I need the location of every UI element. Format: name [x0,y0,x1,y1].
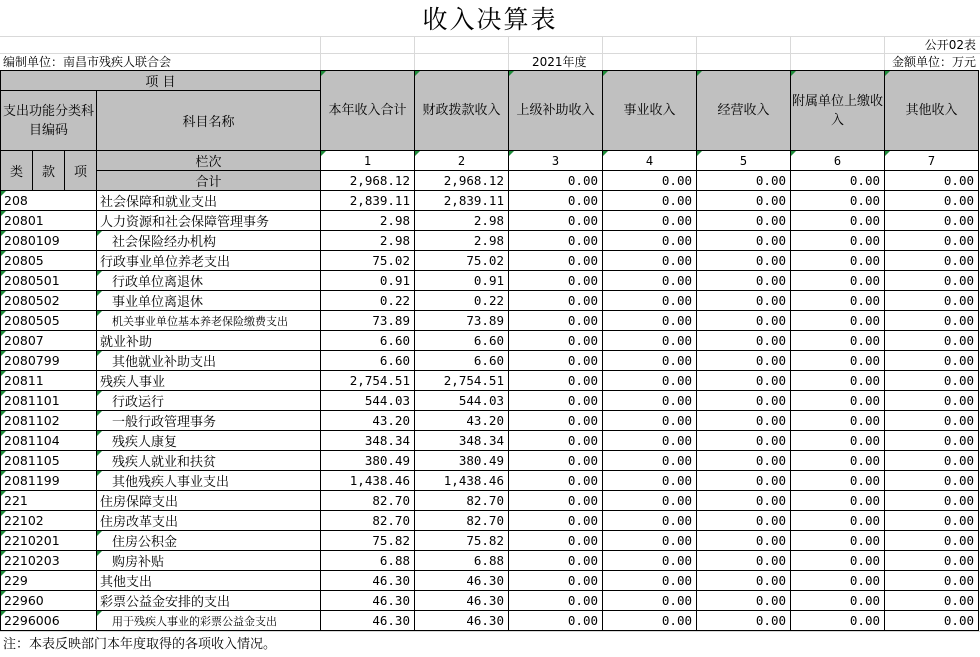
col-number-5: 5 [697,151,791,171]
unit-info-row [0,54,980,70]
amount-cell: 6.60 [415,331,509,351]
subject-name-cell: 彩票公益金安排的支出 [97,591,321,611]
amount-cell: 0.00 [791,251,885,271]
amount-cell: 0.00 [791,551,885,571]
amount-cell: 0.00 [603,531,697,551]
amount-cell: 0.00 [509,431,603,451]
amount-cell: 0.00 [697,491,791,511]
amount-cell: 6.60 [415,351,509,371]
amount-cell: 0.00 [885,431,979,451]
amount-cell: 0.00 [697,311,791,331]
col-number-1: 1 [321,151,415,171]
amount-cell: 0.00 [791,211,885,231]
amount-cell: 0.00 [791,191,885,211]
amount-cell: 0.00 [697,251,791,271]
amount-cell: 0.00 [603,571,697,591]
subject-name-cell: 就业补助 [97,331,321,351]
amount-cell: 0.00 [885,551,979,571]
subject-name-cell: 社会保障和就业支出 [97,191,321,211]
amount-cell: 0.91 [415,271,509,291]
amount-cell: 0.00 [509,311,603,331]
subject-name-cell: 购房补贴 [97,551,321,571]
subject-code-cell: 20801 [1,211,97,231]
amount-cell: 0.00 [697,611,791,631]
table-row [1,491,979,511]
amount-cell: 0.00 [885,571,979,591]
amount-cell: 0.00 [885,271,979,291]
amount-cell: 0.00 [885,491,979,511]
amount-cell: 0.00 [885,291,979,311]
table-code: 公开02表 [924,38,976,52]
amount-cell: 0.00 [509,191,603,211]
amount-cell: 0.00 [697,531,791,551]
amount-cell: 0.00 [603,451,697,471]
amount-cell: 2.98 [321,211,415,231]
total-cell: 0.00 [885,171,979,191]
amount-cell: 0.00 [603,271,697,291]
subject-name-cell: 社会保险经办机构 [97,231,321,251]
amount-cell: 0.00 [603,511,697,531]
total-cell: 0.00 [509,171,603,191]
col-header-4: 事业收入 [603,71,697,151]
table-row [1,371,979,391]
amount-cell: 2.98 [321,231,415,251]
amount-cell: 0.00 [697,331,791,351]
amount-cell: 0.00 [885,511,979,531]
col-header-6: 附属单位上缴收入 [791,71,885,151]
subject-code-cell: 22960 [1,591,97,611]
amount-cell: 0.00 [885,471,979,491]
amount-cell: 0.00 [509,611,603,631]
amount-cell: 6.60 [321,351,415,371]
amount-cell: 0.00 [603,211,697,231]
subject-name-cell: 住房保障支出 [97,491,321,511]
amount-cell: 0.00 [509,451,603,471]
table-row [1,191,979,211]
amount-cell: 0.00 [509,571,603,591]
table-row [1,251,979,271]
amount-cell: 0.00 [791,511,885,531]
amount-cell: 0.00 [885,331,979,351]
subject-name-cell: 用于残疾人事业的彩票公益金支出 [97,611,321,631]
table-row [1,311,979,331]
amount-cell: 73.89 [321,311,415,331]
amount-cell: 0.00 [603,391,697,411]
col-header-5: 经营收入 [697,71,791,151]
amount-cell: 0.00 [697,191,791,211]
amount-cell: 0.00 [509,371,603,391]
subject-code-cell: 20807 [1,331,97,351]
subject-name-cell: 机关事业单位基本养老保险缴费支出 [97,311,321,331]
amount-cell: 348.34 [321,431,415,451]
total-cell: 0.00 [791,171,885,191]
amount-cell: 82.70 [321,491,415,511]
org-label: 编制单位：南昌市残疾人联合会 [3,55,172,69]
subject-code-cell: 221 [1,491,97,511]
table-row [1,391,979,411]
amount-cell: 0.00 [509,251,603,271]
amount-cell: 0.22 [415,291,509,311]
amount-cell: 0.00 [791,371,885,391]
col-number-3: 3 [509,151,603,171]
table-row [1,331,979,351]
table-row [1,351,979,371]
subject-code-cell: 2081199 [1,471,97,491]
amount-cell: 0.00 [791,471,885,491]
amount-cell: 0.00 [885,251,979,271]
year-label: 2021年度 [532,55,587,69]
amount-cell: 75.02 [415,251,509,271]
amount-cell: 0.00 [697,431,791,451]
amount-cell: 0.00 [697,471,791,491]
amount-cell: 0.00 [885,371,979,391]
amount-cell: 0.00 [603,431,697,451]
total-label: 合计 [97,171,321,191]
lei-header: 类 [1,151,33,191]
amount-cell: 0.00 [697,511,791,531]
amount-cell: 0.00 [885,591,979,611]
amount-cell: 75.82 [321,531,415,551]
amount-cell: 0.00 [791,531,885,551]
amount-cell: 0.00 [603,231,697,251]
amount-cell: 0.00 [603,311,697,331]
subject-name-cell: 其他就业补助支出 [97,351,321,371]
amount-cell: 75.82 [415,531,509,551]
subject-name-header: 科目名称 [97,91,321,151]
subject-name-cell: 残疾人康复 [97,431,321,451]
amount-cell: 0.00 [509,511,603,531]
amount-cell: 0.00 [509,271,603,291]
amount-cell: 1,438.46 [321,471,415,491]
table-row [1,231,979,251]
subject-code-cell: 2296006 [1,611,97,631]
amount-cell: 82.70 [415,491,509,511]
amount-cell: 0.00 [509,491,603,511]
subject-code-cell: 2081105 [1,451,97,471]
amount-cell: 0.00 [885,311,979,331]
amount-cell: 6.60 [321,331,415,351]
amount-cell: 0.00 [603,251,697,271]
col-header-3: 上级补助收入 [509,71,603,151]
amount-cell: 380.49 [415,451,509,471]
amount-cell: 0.00 [697,411,791,431]
subject-code-cell: 229 [1,571,97,591]
col-number-7: 7 [885,151,979,171]
amount-cell: 0.00 [697,351,791,371]
subject-name-cell: 其他残疾人事业支出 [97,471,321,491]
amount-cell: 0.00 [509,291,603,311]
table-row [1,451,979,471]
amount-cell: 0.00 [791,391,885,411]
amount-cell: 0.00 [791,411,885,431]
amount-cell: 0.00 [603,551,697,571]
amount-cell: 0.00 [697,371,791,391]
amount-cell: 0.00 [509,391,603,411]
subject-code-cell: 2080109 [1,231,97,251]
subject-code-cell: 2080502 [1,291,97,311]
subject-code-cell: 20805 [1,251,97,271]
subject-code-cell: 2080799 [1,351,97,371]
amount-cell: 0.00 [697,571,791,591]
subject-code-cell: 22102 [1,511,97,531]
amount-cell: 380.49 [321,451,415,471]
amount-cell: 0.22 [321,291,415,311]
table-row [1,551,979,571]
total-cell: 0.00 [697,171,791,191]
table-row [1,271,979,291]
amount-cell: 2,839.11 [321,191,415,211]
col-header-2: 财政拨款收入 [415,71,509,151]
amount-cell: 0.00 [885,211,979,231]
amount-cell: 544.03 [321,391,415,411]
amount-cell: 82.70 [321,511,415,531]
kuan-header: 款 [33,151,65,191]
amount-cell: 0.00 [791,591,885,611]
table-row [1,571,979,591]
amount-cell: 0.00 [509,551,603,571]
table-row [1,531,979,551]
amount-cell: 0.00 [885,231,979,251]
amount-cell: 46.30 [321,571,415,591]
table-row [1,431,979,451]
table-row [1,211,979,231]
amount-cell: 2.98 [415,231,509,251]
amount-cell: 75.02 [321,251,415,271]
amount-cell: 82.70 [415,511,509,531]
subject-code-cell: 2081104 [1,431,97,451]
amount-cell: 0.00 [603,291,697,311]
amount-cell: 0.00 [885,611,979,631]
amount-cell: 73.89 [415,311,509,331]
amount-cell: 0.00 [603,411,697,431]
amount-cell: 0.00 [885,191,979,211]
report-title: 收入决算表 [422,5,558,34]
amount-cell: 43.20 [415,411,509,431]
subject-name-cell: 行政运行 [97,391,321,411]
amount-cell: 0.00 [509,351,603,371]
table-row [1,411,979,431]
col-header-1: 本年收入合计 [321,71,415,151]
amount-cell: 0.00 [791,611,885,631]
amount-cell: 0.00 [509,531,603,551]
currency-label: 金额单位：万元 [891,55,976,69]
amount-cell: 0.00 [697,291,791,311]
amount-cell: 0.00 [791,451,885,471]
total-cell: 2,968.12 [321,171,415,191]
amount-cell: 0.00 [791,491,885,511]
amount-cell: 0.00 [885,411,979,431]
subject-code-cell: 2210201 [1,531,97,551]
subject-code-cell: 20811 [1,371,97,391]
total-cell: 0.00 [603,171,697,191]
amount-cell: 6.88 [415,551,509,571]
subject-name-cell: 行政单位离退休 [97,271,321,291]
table-row [1,611,979,631]
col-number-2: 2 [415,151,509,171]
amount-cell: 0.00 [885,531,979,551]
func-code-header: 支出功能分类科目编码 [1,91,97,151]
subject-name-cell: 其他支出 [97,571,321,591]
amount-cell: 0.00 [509,591,603,611]
subject-name-cell: 行政事业单位养老支出 [97,251,321,271]
amount-cell: 0.00 [603,491,697,511]
amount-cell: 0.00 [791,431,885,451]
amount-cell: 2.98 [415,211,509,231]
subject-name-cell: 残疾人就业和扶贫 [97,451,321,471]
amount-cell: 0.00 [791,571,885,591]
subject-name-cell: 一般行政管理事务 [97,411,321,431]
amount-cell: 0.00 [885,451,979,471]
amount-cell: 0.00 [697,551,791,571]
table-row [1,511,979,531]
col-number-6: 6 [791,151,885,171]
col-number-4: 4 [603,151,697,171]
amount-cell: 0.00 [697,231,791,251]
subject-code-cell: 2210203 [1,551,97,571]
subject-name-cell: 事业单位离退休 [97,291,321,311]
amount-cell: 0.00 [603,611,697,631]
amount-cell: 6.88 [321,551,415,571]
amount-cell: 348.34 [415,431,509,451]
amount-cell: 0.00 [697,271,791,291]
amount-cell: 46.30 [415,591,509,611]
amount-cell: 0.00 [791,351,885,371]
income-table [0,70,979,631]
table-row [1,291,979,311]
amount-cell: 0.00 [791,291,885,311]
amount-cell: 0.00 [509,211,603,231]
amount-cell: 544.03 [415,391,509,411]
table-row [1,471,979,491]
amount-cell: 0.00 [791,331,885,351]
amount-cell: 0.00 [509,331,603,351]
amount-cell: 0.00 [791,231,885,251]
amount-cell: 0.00 [697,391,791,411]
amount-cell: 0.00 [791,271,885,291]
xiang-header: 项 [65,151,97,191]
amount-cell: 46.30 [415,611,509,631]
amount-cell: 0.00 [885,351,979,371]
amount-cell: 0.00 [509,231,603,251]
amount-cell: 0.00 [697,591,791,611]
amount-cell: 0.00 [603,351,697,371]
subject-name-cell: 住房公积金 [97,531,321,551]
amount-cell: 0.00 [697,451,791,471]
amount-cell: 0.00 [697,211,791,231]
subject-name-cell: 人力资源和社会保障管理事务 [97,211,321,231]
amount-cell: 0.00 [509,411,603,431]
table-row [1,591,979,611]
amount-cell: 46.30 [321,591,415,611]
subject-code-cell: 2081101 [1,391,97,411]
amount-cell: 2,754.51 [415,371,509,391]
amount-cell: 2,839.11 [415,191,509,211]
subject-name-cell: 住房改革支出 [97,511,321,531]
amount-cell: 46.30 [415,571,509,591]
subject-code-cell: 2080505 [1,311,97,331]
total-cell: 2,968.12 [415,171,509,191]
amount-cell: 0.00 [603,331,697,351]
amount-cell: 0.00 [603,191,697,211]
amount-cell: 0.00 [603,371,697,391]
amount-cell: 0.00 [791,311,885,331]
amount-cell: 2,754.51 [321,371,415,391]
amount-cell: 0.00 [603,471,697,491]
amount-cell: 0.00 [603,591,697,611]
lanci-header: 栏次 [97,151,321,171]
subject-name-cell: 残疾人事业 [97,371,321,391]
amount-cell: 43.20 [321,411,415,431]
subject-code-cell: 208 [1,191,97,211]
col-header-7: 其他收入 [885,71,979,151]
amount-cell: 0.00 [509,471,603,491]
amount-cell: 0.91 [321,271,415,291]
subject-code-cell: 2080501 [1,271,97,291]
table-body [1,191,979,631]
subject-code-cell: 2081102 [1,411,97,431]
amount-cell: 1,438.46 [415,471,509,491]
table-note: 注：本表反映部门本年度取得的各项收入情况。 [3,637,277,652]
amount-cell: 46.30 [321,611,415,631]
amount-cell: 0.00 [885,391,979,411]
item-header: 项 目 [1,71,321,91]
